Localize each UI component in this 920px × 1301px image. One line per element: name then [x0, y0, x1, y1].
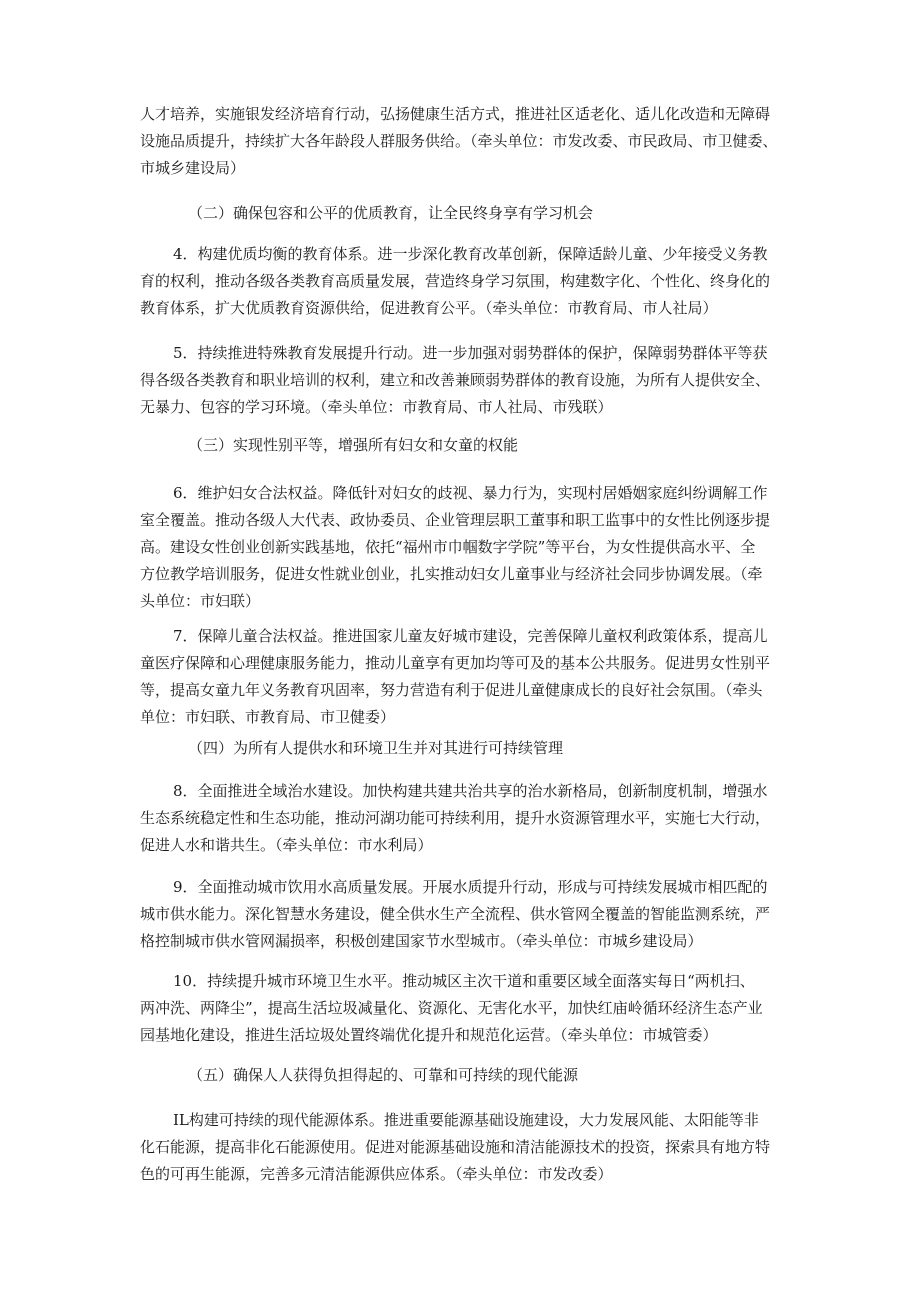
paragraph-item-10	[140, 968, 790, 1049]
heading-text: （三）实现性别平等，增强所有妇女和女童的权能	[188, 436, 519, 454]
paragraph-item-11	[140, 1107, 790, 1188]
text-line: IL构建可持续的现代能源体系。推进重要能源基础设施建设，大力发展风能、太阳能等非	[173, 1111, 759, 1129]
text-line: 化石能源，提高非化石能源使用。促进对能源基础设施和清洁能源技术的投资，探索具有地方特	[140, 1138, 771, 1156]
text-line: 色的可再生能源，完善多元清洁能源供应体系。（牵头单位：市发改委）	[140, 1165, 613, 1183]
paragraph-item-9	[140, 874, 790, 955]
text-line: 无暴力、包容的学习环境。（牵头单位：市教育局、市人社局、市残联）	[140, 398, 613, 416]
heading-text: （五）确保人人获得负担得起的、可靠和可持续的现代能源	[188, 1066, 579, 1084]
paragraph-intro	[140, 101, 790, 182]
text-line: 6．维护妇女合法权益。降低针对妇女的歧视、暴力行为，实现村居婚姻家庭纠纷调解工作	[173, 484, 768, 502]
text-line: 方位教学培训服务，促进女性就业创业，扎实推动妇女儿童事业与经济社会同步协调发展。（牵	[140, 565, 763, 583]
text-line: 7．保障儿童合法权益。推进国家儿童友好城市建设，完善保障儿童权利政策体系，提高儿	[173, 627, 768, 645]
section-heading-5	[140, 1062, 790, 1089]
heading-text: （四）为所有人提供水和环境卫生并对其进行可持续管理	[188, 739, 564, 757]
text-line: 园基地化建设，推进生活垃圾处置终端优化提升和规范化运营。（牵头单位：市城管委）	[140, 1026, 718, 1044]
text-line: 5．持续推进特殊教育发展提升行动。进一步加强对弱势群体的保护，保障弱势群体平等获	[173, 344, 768, 362]
text-line: 设施品质提升，持续扩大各年龄段人群服务供给。（牵头单位：市发改委、市民政局、市卫健委、	[140, 132, 778, 150]
text-line: 得各级各类教育和职业培训的权利，建立和改善兼顾弱势群体的教育设施，为所有人提供安全、	[140, 371, 771, 389]
paragraph-item-7	[140, 623, 790, 731]
text-line: 单位：市妇联、市教育局、市卫健委）	[140, 708, 396, 726]
text-line: 童医疗保障和心理健康服务能力，推动儿童享有更加均等可及的基本公共服务。促进男女性别平	[140, 654, 771, 672]
text-line: 城市供水能力。深化智慧水务建设，健全供水生产全流程、供水管网全覆盖的智能监测系统，严	[140, 905, 771, 923]
paragraph-item-8	[140, 778, 790, 859]
text-line: 格控制城市供水管网漏损率，积极创建国家节水型城市。（牵头单位：市城乡建设局）	[140, 932, 703, 950]
text-line: 9．全面推动城市饮用水高质量发展。开展水质提升行动，形成与可持续发展城市相匹配的	[173, 878, 768, 896]
text-line: 高。建设女性创业创新实践基地，依托“福州市巾帼数字学院”等平台，为女性提供高水平、全	[140, 538, 756, 556]
text-line: 人才培养，实施银发经济培育行动，弘扬健康生活方式，推进社区适老化、适儿化改造和无障碍	[140, 105, 771, 123]
text-line: 育的权利，推动各级各类教育高质量发展，营造终身学习氛围，构建数字化、个性化、终身化的	[140, 272, 771, 290]
text-line: 促进人水和谐共生。（牵头单位：市水利局）	[140, 836, 433, 854]
section-heading-2	[140, 200, 790, 227]
paragraph-item-5	[140, 340, 790, 421]
section-heading-4	[140, 735, 790, 762]
text-line: 市城乡建设局）	[140, 159, 246, 177]
section-heading-3	[140, 432, 790, 459]
heading-text: （二）确保包容和公平的优质教育，让全民终身享有学习机会	[188, 204, 594, 222]
text-line: 10．持续提升城市环境卫生水平。推动城区主次干道和重要区域全面落实每日“两机扫、	[173, 972, 755, 990]
text-line: 等，提高女童九年义务教育巩固率，努力营造有利于促进儿童健康成长的良好社会氛围。（牵头	[140, 681, 763, 699]
text-line: 生态系统稳定性和生态功能，推动河湖功能可持续利用，提升水资源管理水平，实施七大行动，	[140, 809, 771, 827]
text-line: 室全覆盖。推动各级人大代表、政协委员、企业管理层职工董事和职工监事中的女性比例逐步提	[140, 511, 771, 529]
text-line: 8．全面推进全域治水建设。加快构建共建共治共享的治水新格局，创新制度机制，增强水	[173, 782, 768, 800]
text-line: 头单位：市妇联）	[140, 592, 261, 610]
text-line: 两冲洗、两降尘”，提高生活垃圾减量化、资源化、无害化水平，加快红庙岭循环经济生态产业	[140, 999, 763, 1017]
text-line: 4．构建优质均衡的教育体系。进一步深化教育改革创新，保障适龄儿童、少年接受义务教	[173, 245, 768, 263]
paragraph-item-6	[140, 480, 790, 615]
paragraph-item-4	[140, 241, 790, 322]
text-line: 教育体系，扩大优质教育资源供给，促进教育公平。（牵头单位：市教育局、市人社局）	[140, 299, 718, 317]
